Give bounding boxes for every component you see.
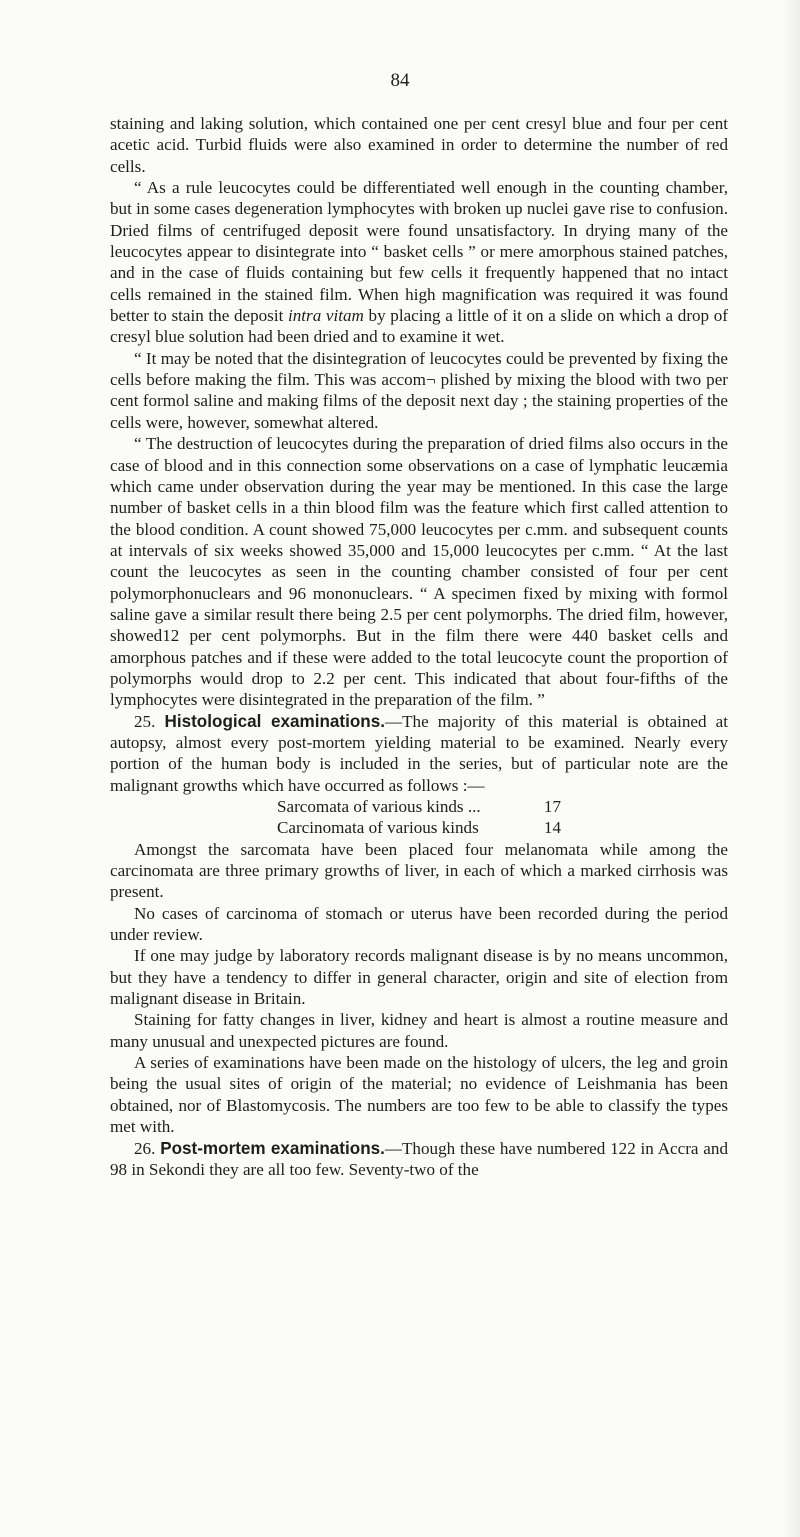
section-number: 25. [134,711,156,731]
page-body [110,113,728,1180]
paragraph-text: “ As a rule leucocytes could be differentiated well enough in the counting chamber, but in some cases degeneration lymphocytes with broken up nuclei gave rise to confusion. Dried films of centrifuged deposit were found unsatisfactory. In drying many of the leucocytes appear to disintegrate into “ basket cells ” or mere amorphous stained patches, and in the case of fluids containing but few cells it frequently happened that no intact cells remained in the stained film. When high magnification was required it was found better to stain the deposit [110,178,728,326]
paragraph-quote-leucaemia: “ The destruction of leucocytes during the preparation of dried films also occurs in the case of blood and in this connection some observations on a case of lymphatic leucæmia which came under observation during the year may be mentioned. In this case the large number of basket cells in a thin blood film was the feature which first called attention to the blood condition. A count showed 75,000 leucocytes per c.mm. and subsequent counts at intervals of six weeks showed 35,000 and 15,000 leucocytes per c.mm. “ At the last count the leucocytes as seen in the counting chamber consisted of four per cent polymorphonuclears and 96 mononuclears. “ A specimen fixed by mixing with formol saline gave a similar result there being 2.5 per cent polymorphs. The dried film, however, showed12 per cent polymorphs. But in the film there were 440 basket cells and amorphous patches and if these were added to the total leucocyte count the proportion of polymorphs would drop to 2.2 per cent. This indicated that about four-fifths of the lymphocytes were disintegrated in the preparation of the film. ” [110,434,728,710]
paragraph-quote-leucocytes [110,177,728,348]
scan-shadow [782,0,800,1537]
paragraph-text: by placing a little of it on a slide on which a drop of cresyl blue solution had been dried and to examine it wet. [110,306,728,347]
list-item-label: Carcinomata of various kinds [277,818,479,838]
paragraph-quote-disintegration: “ It may be noted that the disintegration of leucocytes could be prevented by fixing the cells before making the film. This was accom¬ plished by mixing the blood with two per cent formol saline and making films of the deposit next day ; the staining properties of the cells were, however, somewhat altered. [110,348,728,432]
page-number: 84 [390,70,410,91]
section-heading: Histological examinations. [164,711,385,731]
list-item [110,817,728,838]
italic-term: intra vitam [288,306,364,326]
section-body: —The majority of this material is obtained at autopsy, almost every post-mortem yielding material to be examined. Nearly every portion of the human body is included in the series, but of particular note are the malignant growths which have occurred as follows :— [110,711,728,795]
paragraph-no-cases: No cases of carcinoma of stomach or uterus have been recorded during the period under review. [110,903,728,945]
section-body: —Though these have numbered 122 in Accra and 98 in Sekondi they are all too few. Seventy-two of the [110,1138,728,1179]
section-26 [110,1138,728,1181]
section-25 [110,711,728,796]
paragraph-continued: staining and laking solution, which contained one per cent cresyl blue and four per cent acetic acid. Turbid fluids were also examined in order to determine the number of red cells. [110,114,728,176]
section-heading: Post-mortem examinations. [160,1138,385,1158]
list-item [110,796,728,817]
tumour-list [110,796,728,839]
section-number: 26. [134,1138,156,1158]
list-item-label: Sarcomata of various kinds ... [277,797,481,816]
paragraph-ulcers: A series of examinations have been made on the histology of ulcers, the leg and groin being the usual sites of origin of the material; no evidence of Leishmania has been obtained, nor of Blastomycosis. The numbers are too few to be able to classify the types met with. [110,1053,728,1137]
paragraph-fatty-changes: Staining for fatty changes in liver, kidney and heart is almost a routine measure and many unusual and unexpected pictures are found. [110,1010,728,1051]
list-item-count: 17 [543,797,561,816]
paragraph-melanomata: Amongst the sarcomata have been placed four melanomata while among the carcinomata are three primary growths of liver, in each of which a marked cirrhosis was present. [110,839,728,902]
list-item-count: 14 [543,818,561,838]
paragraph-malignant: If one may judge by laboratory records malignant disease is by no means uncommon, but they have a tendency to differ in general character, origin and site of election from malignant disease in Britain. [110,946,728,1009]
